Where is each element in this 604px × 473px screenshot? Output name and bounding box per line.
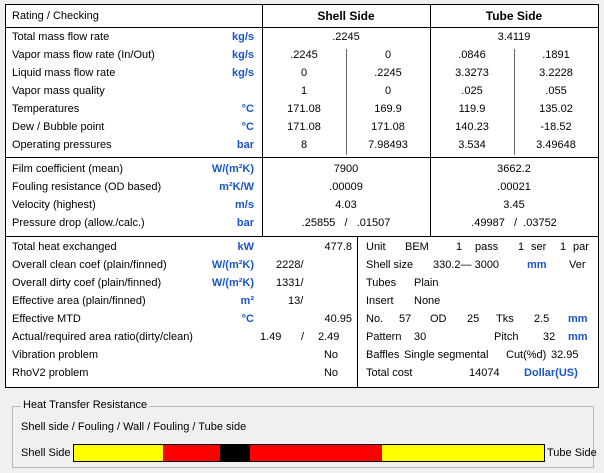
legend-subtitle: Shell side / Fouling / Wall / Fouling / Tube side — [21, 421, 247, 433]
velocity-label: Velocity (highest) — [12, 199, 96, 211]
pressure-drop-label: Pressure drop (allow./calc.) — [12, 217, 145, 229]
velocity-unit: m/s — [235, 199, 254, 211]
legend-left-label: Shell Side — [21, 447, 71, 459]
total-mass-flow-unit: kg/s — [231, 31, 254, 43]
total-mass-flow-label: Total mass flow rate — [12, 31, 110, 43]
effective-mtd-value: 40.95 — [324, 313, 352, 325]
fouling-unit: m²K/W — [219, 181, 254, 193]
tube-no-label: No. — [366, 313, 384, 325]
fouling-shell: .00009 — [329, 181, 363, 193]
vapor-flow-tube-in: .0846 — [458, 49, 486, 61]
unit-type: BEM — [405, 241, 429, 253]
total-mass-flow-shell: .2245 — [332, 31, 360, 43]
temperatures-tube-in: 119.9 — [458, 103, 486, 115]
pass-label: pass — [475, 241, 499, 253]
pressure-drop-tube: .49987 / .03752 — [471, 217, 557, 229]
pass-count: 1 — [456, 241, 463, 253]
od-label: OD — [430, 313, 447, 325]
vapor-quality-shell-in: 1 — [300, 85, 308, 97]
baffles-value: Single segmental — [404, 349, 489, 361]
velocity-shell: 4.03 — [335, 199, 357, 211]
vapor-quality-tube-out: .055 — [545, 85, 567, 97]
film-coef-shell: 7900 — [333, 163, 359, 175]
ser-label: ser — [531, 241, 547, 253]
tks-unit: mm — [568, 313, 588, 325]
resistance-segment-fouling-tube — [250, 445, 382, 461]
area-ratio-sep: / — [301, 331, 305, 343]
shell-size-value: 330.2— 3000 — [433, 259, 500, 271]
dew-bubble-tube-in: 140.23 — [455, 121, 489, 133]
pitch-unit: mm — [568, 331, 588, 343]
cut-label: Cut(%d) — [506, 349, 547, 361]
resistance-segment-tube — [382, 445, 544, 461]
liquid-flow-shell-out: .2245 — [374, 67, 402, 79]
liquid-flow-label: Liquid mass flow rate — [12, 67, 116, 79]
liquid-flow-shell-in: 0 — [300, 67, 308, 79]
effective-area-value: 13/ — [288, 295, 304, 307]
vapor-quality-tube-in: .025 — [461, 85, 483, 97]
rating-panel — [5, 4, 599, 388]
tube-no-value: 57 — [399, 313, 412, 325]
total-heat-unit: kW — [237, 241, 254, 253]
tks-label: Tks — [496, 313, 514, 325]
velocity-tube: 3.45 — [503, 199, 525, 211]
clean-coef-label: Overall clean coef (plain/finned) — [12, 259, 167, 271]
vapor-flow-shell-out: 0 — [384, 49, 392, 61]
clean-coef-unit: W/(m²K) — [211, 259, 254, 271]
operating-pressure-label: Operating pressures — [12, 139, 112, 151]
film-coef-label: Film coefficient (mean) — [12, 163, 124, 175]
legend-title: Heat Transfer Resistance — [23, 399, 148, 411]
baffles-label: Baffles — [366, 349, 400, 361]
effective-mtd-unit: °C — [241, 313, 254, 325]
dirty-coef-label: Overall dirty coef (plain/finned) — [12, 277, 162, 289]
dew-bubble-shell-out: 171.08 — [371, 121, 405, 133]
vibration-label: Vibration problem — [12, 349, 99, 361]
insert-value: None — [414, 295, 441, 307]
dew-bubble-shell-in: 171.08 — [287, 121, 321, 133]
legend-right-label: Tube Side — [547, 447, 597, 459]
vapor-flow-tube-out: .1891 — [542, 49, 570, 61]
resistance-segment-fouling-shell — [163, 445, 219, 461]
area-ratio-label: Actual/required area ratio(dirty/clean) — [12, 331, 193, 343]
pattern-label: Pattern — [366, 331, 402, 343]
resistance-segment-shell — [74, 445, 163, 461]
shell-size-label: Shell size — [366, 259, 414, 271]
fouling-tube: .00021 — [497, 181, 531, 193]
fouling-label: Fouling resistance (OD based) — [12, 181, 162, 193]
shell-size-unit: mm — [527, 259, 547, 271]
temperatures-label: Temperatures — [12, 103, 80, 115]
operating-pressure-shell-in: 8 — [300, 139, 308, 151]
total-cost-value: 14074 — [469, 367, 500, 379]
vapor-quality-label: Vapor mass quality — [12, 85, 105, 97]
temperatures-shell-in: 171.08 — [287, 103, 321, 115]
liquid-flow-unit: kg/s — [231, 67, 254, 79]
dew-bubble-unit: °C — [241, 121, 254, 133]
vapor-flow-shell-in: .2245 — [290, 49, 318, 61]
total-mass-flow-tube: 3.4119 — [497, 31, 531, 43]
panel-title: Rating / Checking — [12, 10, 99, 22]
tubes-value: Plain — [414, 277, 439, 289]
total-heat-value: 477.8 — [324, 241, 352, 253]
par-count: 1 — [560, 241, 567, 253]
dirty-coef-value: 1331/ — [276, 277, 304, 289]
vapor-flow-label: Vapor mass flow rate (In/Out) — [12, 49, 155, 61]
temperatures-shell-out: 169.9 — [374, 103, 402, 115]
dew-bubble-label: Dew / Bubble point — [12, 121, 105, 133]
pressure-drop-shell: .25855 / .01507 — [301, 217, 391, 229]
liquid-flow-tube-in: 3.3273 — [455, 67, 489, 79]
rhov2-value: No — [323, 367, 338, 379]
par-label: par — [573, 241, 589, 253]
dirty-coef-unit: W/(m²K) — [211, 277, 254, 289]
film-coef-tube: 3662.2 — [497, 163, 531, 175]
insert-label: Insert — [366, 295, 394, 307]
film-coef-unit: W/(m²K) — [211, 163, 254, 175]
operating-pressure-unit: bar — [236, 139, 254, 151]
vapor-quality-shell-out: 0 — [384, 85, 392, 97]
effective-mtd-label: Effective MTD — [12, 313, 81, 325]
total-cost-unit: Dollar(US) — [524, 367, 578, 379]
area-ratio-dirty: 1.49 — [260, 331, 282, 343]
shell-orientation: Ver — [569, 259, 586, 271]
total-cost-label: Total cost — [366, 367, 413, 379]
pressure-drop-unit: bar — [236, 217, 254, 229]
resistance-bar — [73, 444, 545, 462]
effective-area-unit: m² — [240, 295, 254, 307]
tks-value: 2.5 — [534, 313, 550, 325]
rhov2-label: RhoV2 problem — [12, 367, 89, 379]
tube-side-header: Tube Side — [485, 9, 543, 23]
vapor-flow-unit: kg/s — [231, 49, 254, 61]
pattern-value: 30 — [414, 331, 427, 343]
clean-coef-value: 2228/ — [276, 259, 304, 271]
temperatures-unit: °C — [241, 103, 254, 115]
od-value: 25 — [467, 313, 480, 325]
shell-side-header: Shell Side — [317, 9, 375, 23]
unit-label: Unit — [366, 241, 386, 253]
vibration-value: No — [323, 349, 338, 361]
cut-value: 32.95 — [551, 349, 579, 361]
pitch-label: Pitch — [494, 331, 519, 343]
temperatures-tube-out: 135.02 — [539, 103, 573, 115]
dew-bubble-tube-out: -18.52 — [540, 121, 572, 133]
ser-count: 1 — [518, 241, 525, 253]
tubes-label: Tubes — [366, 277, 397, 289]
operating-pressure-tube-in: 3.534 — [458, 139, 486, 151]
operating-pressure-shell-out: 7.98493 — [368, 139, 408, 151]
area-ratio-clean: 2.49 — [318, 331, 340, 343]
total-heat-label: Total heat exchanged — [12, 241, 117, 253]
liquid-flow-tube-out: 3.2228 — [539, 67, 573, 79]
operating-pressure-tube-out: 3.49648 — [536, 139, 576, 151]
heat-transfer-resistance-group — [12, 399, 597, 468]
pitch-value: 32 — [543, 331, 556, 343]
resistance-segment-wall — [220, 445, 251, 461]
effective-area-label: Effective area (plain/finned) — [12, 295, 146, 307]
